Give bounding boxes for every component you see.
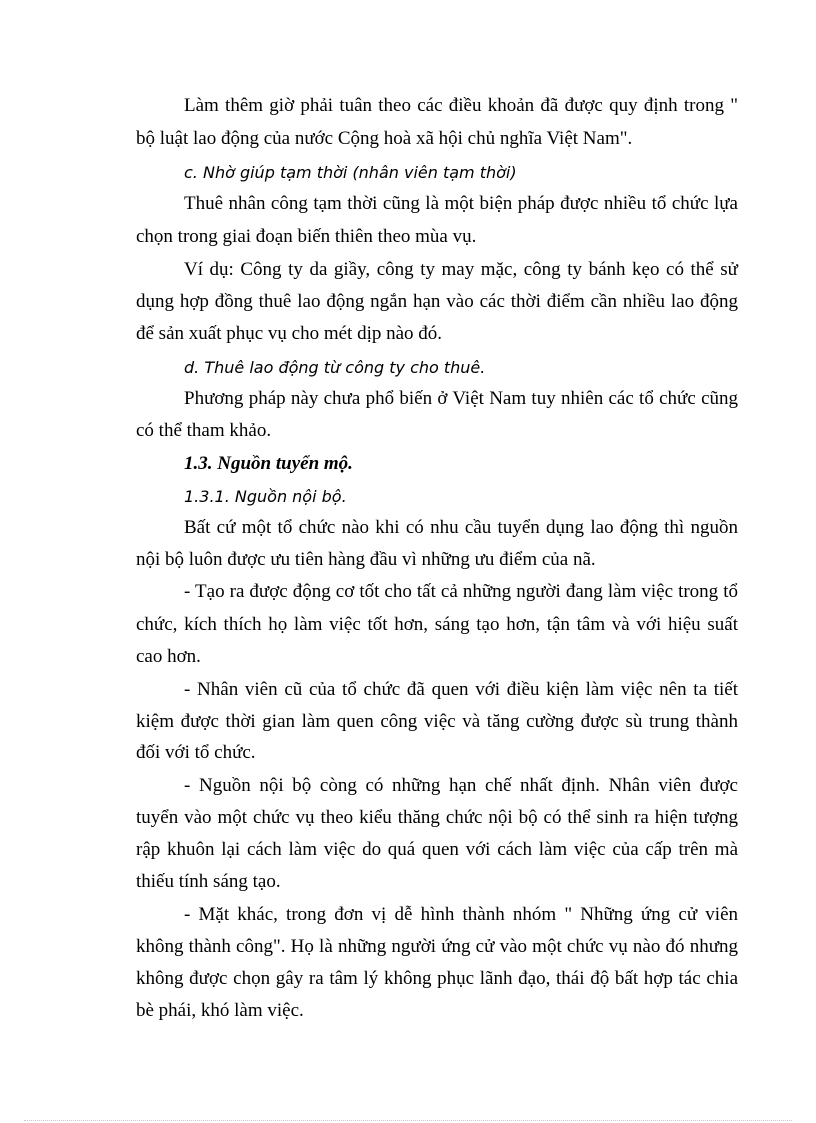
paragraph-temporary-line-2: chọn trong giai đoạn biến thiên theo mùa vụ.	[136, 226, 477, 247]
bullet-familiar-line-3: đối với tổ chức.	[136, 742, 256, 763]
bullet-limitation-line-2: tuyển vào một chức vụ theo kiểu thăng chức nội bộ có thể sinh ra hiện tượng	[136, 807, 738, 828]
paragraph-overtime-line-2: bộ luật lao động của nước Cộng hoà xã hội chủ nghĩa Việt Nam".	[136, 128, 633, 149]
bullet-other-line-1: - Mặt khác, trong đơn vị dễ hình thành nhóm " Những ứng cử viên	[184, 904, 738, 925]
subheading-d-leasing: d. Thuê lao động từ công ty cho thuê.	[184, 358, 486, 377]
bullet-other-line-3: không được chọn gây ra tâm lý không phục lãnh đạo, thái độ bất hợp tác chia	[136, 968, 738, 989]
paragraph-internal-line-1: Bất cứ một tổ chức nào khi có nhu cầu tuyển dụng lao động thì nguồn	[184, 517, 738, 538]
bullet-familiar-line-1: - Nhân viên cũ của tổ chức đã quen với điều kiện làm việc nên ta tiết	[184, 679, 738, 700]
paragraph-example-line-2: dụng hợp đồng thuê lao động ngắn hạn vào các thời điểm cần nhiều lao động	[136, 291, 738, 312]
page-bottom-divider	[24, 1120, 792, 1121]
bullet-motivation-line-1: - Tạo ra được động cơ tốt cho tất cả những người đang làm việc trong tổ	[184, 581, 738, 602]
bullet-motivation-line-2: chức, kích thích họ làm việc tốt hơn, sáng tạo hơn, tận tâm và với hiệu suất	[136, 614, 738, 635]
bullet-limitation-line-3: rập khuôn lại cách làm việc do quá quen với cách làm việc của cấp trên mà	[136, 839, 738, 860]
bullet-limitation-line-4: thiếu tính sáng tạo.	[136, 871, 281, 892]
section-heading-1-3: 1.3. Nguồn tuyển mộ.	[184, 453, 353, 474]
paragraph-method-line-1: Phương pháp này chưa phổ biến ở Việt Nam tuy nhiên các tổ chức cũng	[184, 388, 738, 409]
paragraph-overtime-line-1: Làm thêm giờ phải tuân theo các điều khoản đã được quy định trong "	[184, 95, 738, 116]
paragraph-method-line-2: có thể tham khảo.	[136, 420, 272, 441]
bullet-familiar-line-2: kiệm được thời gian làm quen công việc và tăng cường được sù trung thành	[136, 711, 738, 732]
bullet-motivation-line-3: cao hơn.	[136, 646, 201, 667]
paragraph-temporary-line-1: Thuê nhân công tạm thời cũng là một biện pháp được nhiều tổ chức lựa	[184, 193, 738, 214]
bullet-limitation-line-1: - Nguồn nội bộ còng có những hạn chế nhất định. Nhân viên được	[184, 775, 738, 796]
paragraph-internal-line-2: nội bộ luôn được ưu tiên hàng đầu vì những ưu điểm của nã.	[136, 549, 596, 570]
subheading-c-temporary-help: c. Nhờ giúp tạm thời (nhân viên tạm thời)	[184, 163, 517, 182]
paragraph-example-line-3: để sản xuất phục vụ cho mét dịp nào đó.	[136, 323, 443, 344]
section-heading-1-3-1: 1.3.1. Nguồn nội bộ.	[184, 487, 347, 506]
paragraph-example-line-1: Ví dụ: Công ty da giầy, công ty may mặc, công ty bánh kẹo có thể sử	[184, 259, 738, 280]
bullet-other-line-4: bè phái, khó làm việc.	[136, 1000, 304, 1021]
bullet-other-line-2: không thành công". Họ là những người ứng cử vào một chức vụ nào đó nhưng	[136, 936, 738, 957]
